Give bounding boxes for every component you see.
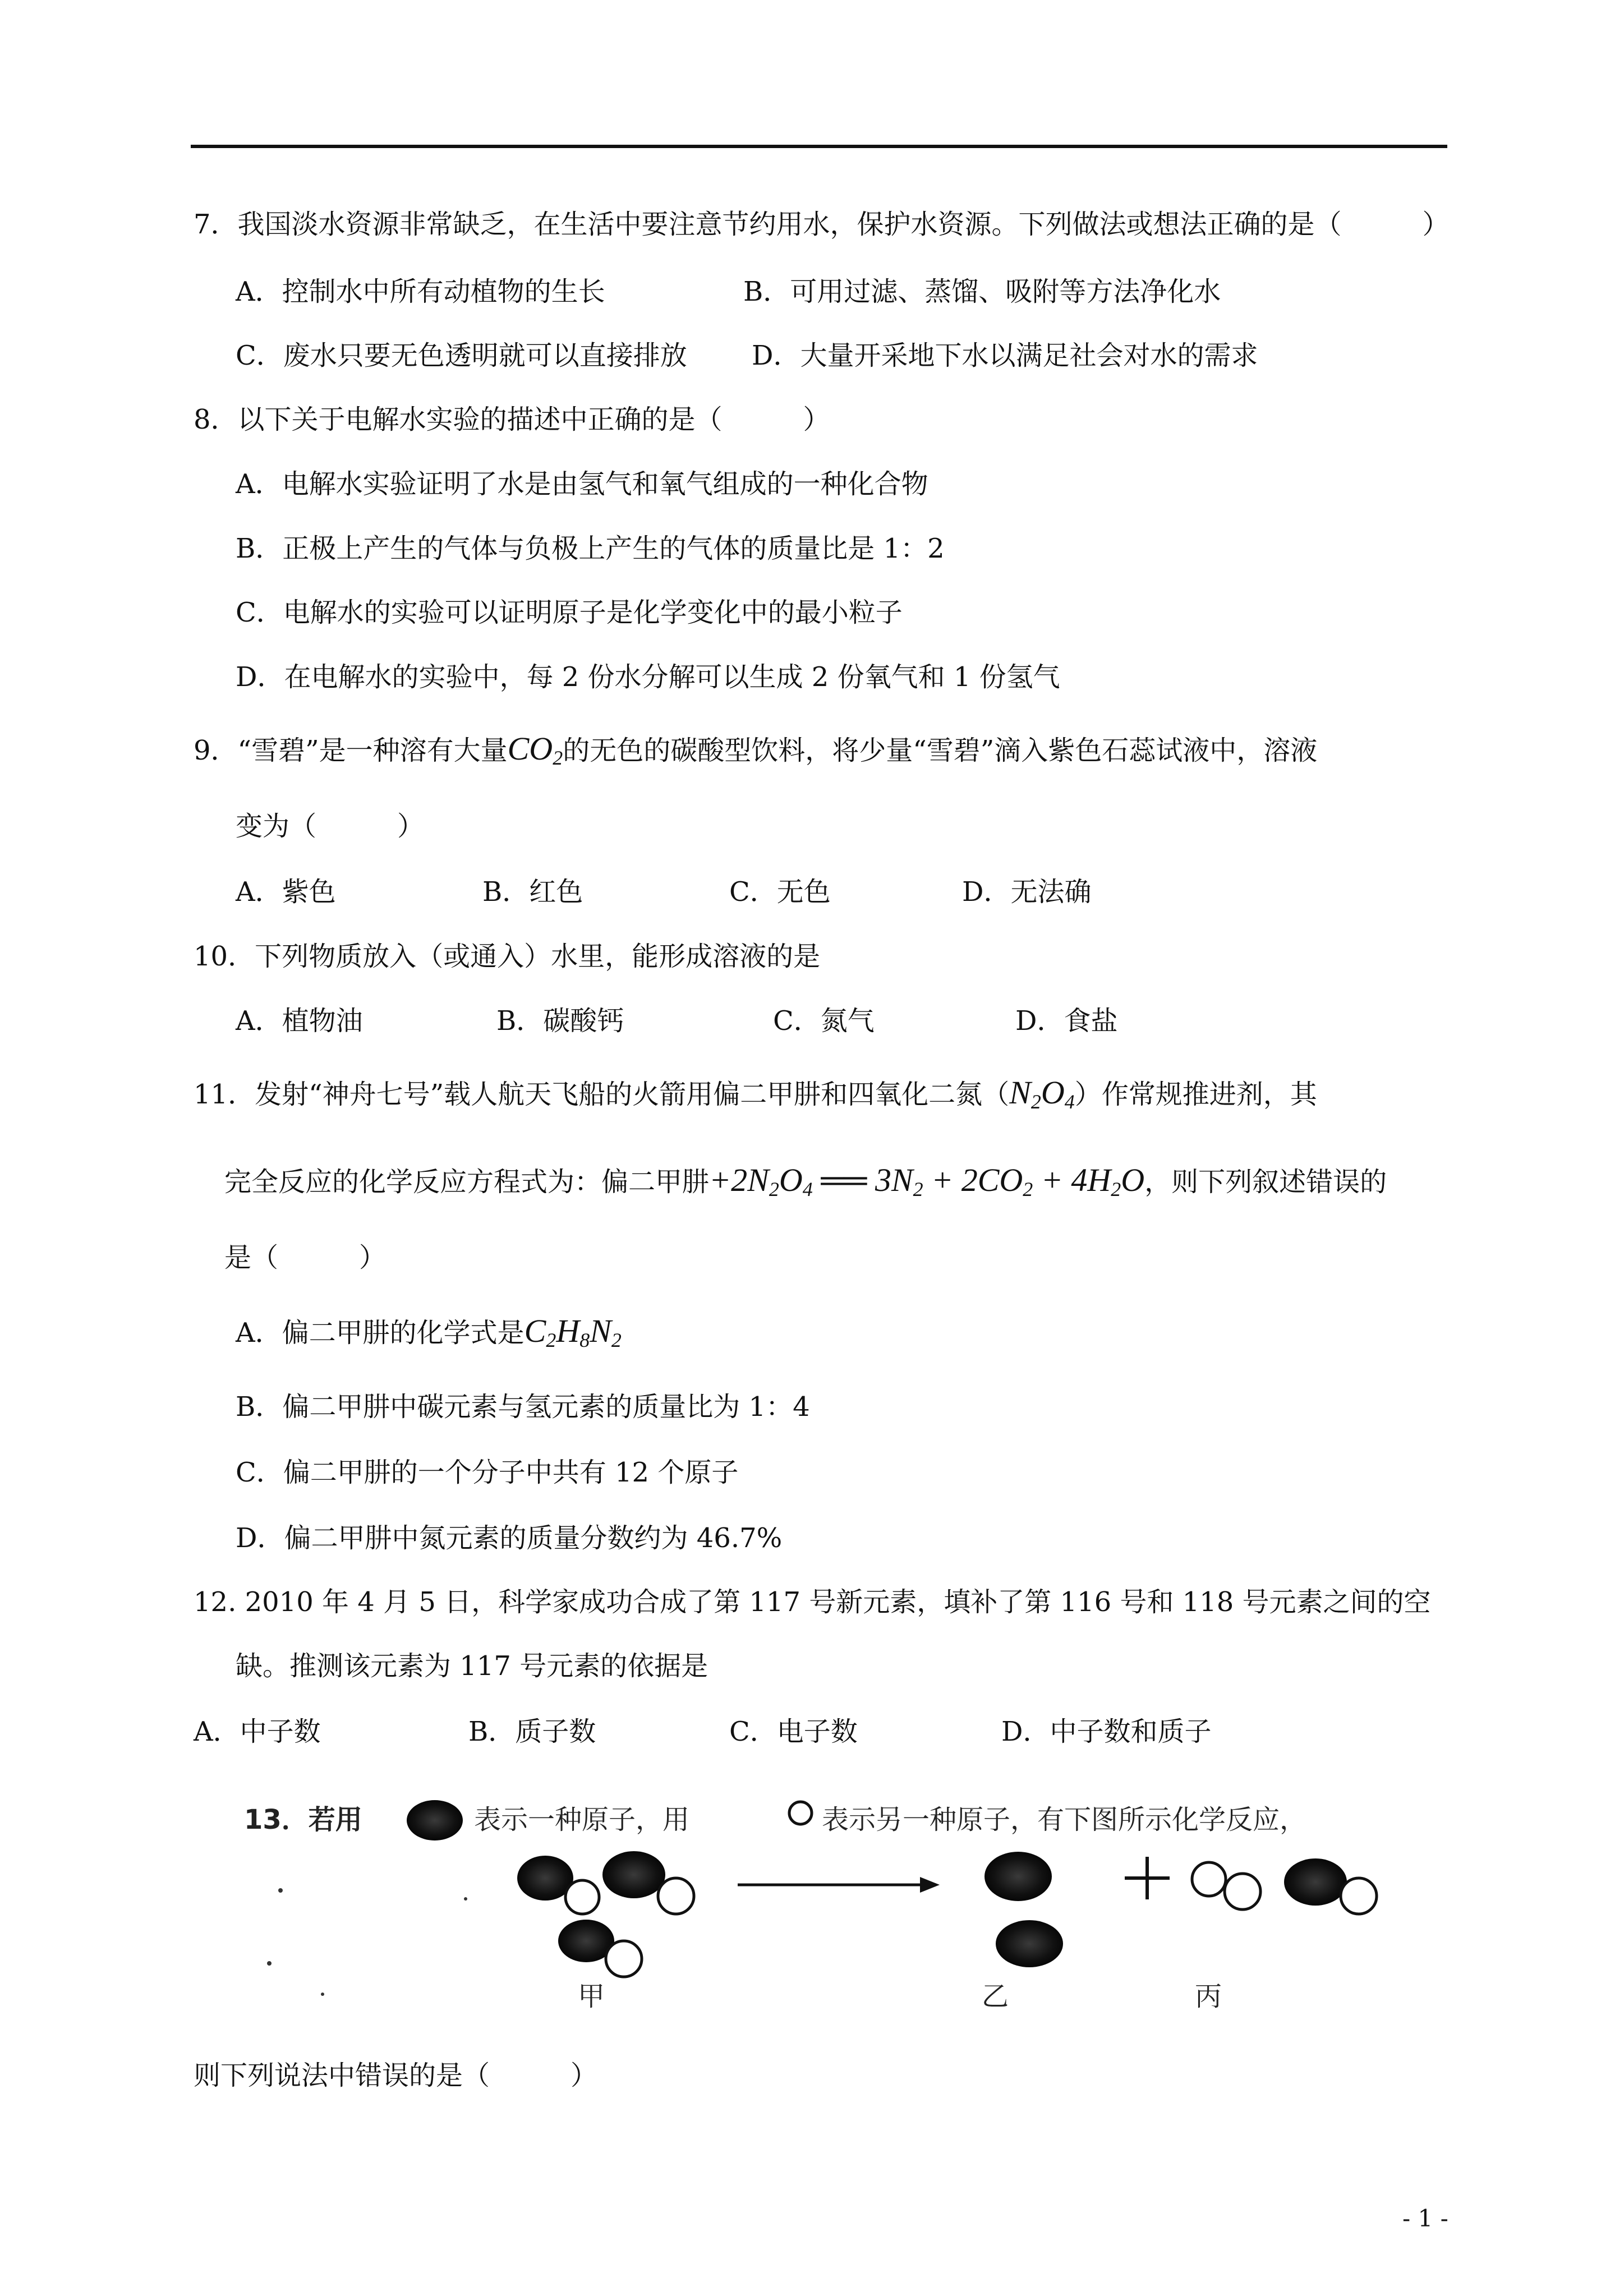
q8-option-d: D．在电解水的实验中，每 2 份水分解可以生成 2 份氧气和 1 份氢气 [236,661,1060,693]
molecule-jia-1 [517,1856,599,1914]
q13-reaction-diagram [191,1778,1470,2014]
scan-noise [267,1888,467,1996]
q11-option-a: A．偏二甲肼的化学式是$C_2H_8N_2$ [236,1313,622,1351]
molecule-dark-light [1284,1858,1377,1914]
q12-option-b: B．质子数 [468,1716,596,1747]
page-number: - 1 - [1402,2205,1448,2232]
q7-option-a: A．控制水中所有动植物的生长 [236,276,605,307]
q7-option-b: B．可用过滤、蒸馏、吸附等方法净化水 [743,276,1221,307]
q8-option-c: C．电解水的实验可以证明原子是化学变化中的最小粒子 [236,597,903,628]
q9-option-c: C．无色 [729,876,831,908]
q11-line3: 是（ ） [224,1242,387,1273]
label-bing: 丙 [1195,1981,1222,2012]
header-rule [191,145,1447,148]
label-yi: 乙 [982,1981,1009,2012]
arrow-head-icon [920,1877,940,1893]
q8-option-b: B．正极上产生的气体与负极上产生的气体的质量比是 1：2 [236,533,945,564]
label-jia: 甲 [578,1981,605,2012]
atom-yi-1 [984,1852,1052,1901]
n2o4-formula: $N_2O_4$ [1009,1074,1075,1113]
molecule-bing-light [1192,1862,1260,1910]
q10-stem: 10．下列物质放入（或通入）水里，能形成溶液的是 [194,941,821,972]
q10-option-c: C．氮气 [773,1005,875,1037]
q12-line2: 缺。推测该元素为 117 号元素的依据是 [236,1650,709,1682]
q9-stem-line2: 变为（ ） [236,811,425,842]
q11-option-d: D．偏二甲肼中氮元素的质量分数约为 46.7% [236,1522,783,1554]
q8-stem: 8．以下关于电解水实验的描述中正确的是（ ） [194,404,830,435]
q7-stem: 7．我国淡水资源非常缺乏，在生活中要注意节约用水，保护水资源。下列做法或想法正确的是（ ） [194,209,1450,240]
q13-text-1: 13．若用 [244,1804,362,1835]
molecule-jia-2 [602,1851,694,1914]
q11-option-c: C．偏二甲肼的一个分子中共有 12 个原子 [236,1457,739,1488]
q7-option-c: C．废水只要无色透明就可以直接排放 [236,340,687,371]
q13-text-2: 表示一种原子，用 [474,1804,690,1835]
q11-option-b: B．偏二甲肼中碳元素与氢元素的质量比为 1：4 [236,1391,810,1423]
q12-option-c: C．电子数 [729,1716,858,1747]
q7-option-d: D．大量开采地下水以满足社会对水的需求 [752,340,1258,371]
q9-option-a: A．紫色 [236,876,336,908]
reaction-equation: $+2N_2O_4$ ══ $3N_2 + 2CO_2 + 4H_2O$ [709,1162,1145,1200]
q9-option-b: B．红色 [482,876,583,908]
q10-option-d: D．食盐 [1015,1005,1118,1037]
q12-option-a: A．中子数 [194,1716,321,1747]
q12-option-d: D．中子数和质子 [1001,1716,1212,1747]
q12-line1: 12. 2010 年 4 月 5 日，科学家成功合成了第 117 号新元素，填补了第 116 号和 118 号元素之间的空 [194,1586,1431,1618]
molecule-jia-3 [558,1920,642,1977]
q13-stem: 则下列说法中错误的是（ ） [194,2060,598,2091]
co2-formula: $CO_2$ [507,730,563,769]
q10-option-a: A．植物油 [236,1005,363,1037]
dark-atom-legend-icon [407,1800,463,1841]
q10-option-b: B．碳酸钙 [496,1005,624,1037]
q9-stem-post: 的无色的碳酸型饮料，将少量“雪碧”滴入紫色石蕊试液中，溶液 [563,735,1318,766]
q11-line2: 完全反应的化学反应方程式为：偏二甲肼$+2N_2O_4$ ══ $3N_2 + 2CO_2 + 4H_2O$，则下列叙述错误的 [224,1162,1387,1200]
light-atom-legend-icon [789,1802,812,1824]
q13-text-3: 表示另一种原子，有下图所示化学反应， [822,1804,1307,1835]
q8-option-a: A．电解水实验证明了水是由氢气和氧气组成的一种化合物 [236,468,928,500]
q9-option-d: D．无法确 [962,876,1092,908]
q9-stem-pre: 9．“雪碧”是一种溶有大量 [194,735,508,766]
c2h8n2-formula: $C_2H_8N_2$ [524,1313,622,1351]
q11-line1: 11．发射“神舟七号”载人航天飞船的火箭用偏二甲肼和四氧化二氮$(N_2O_4)$作常规推进剂，其 [194,1074,1317,1113]
atom-yi-2 [996,1920,1063,1967]
q9-stem [194,732,1317,775]
